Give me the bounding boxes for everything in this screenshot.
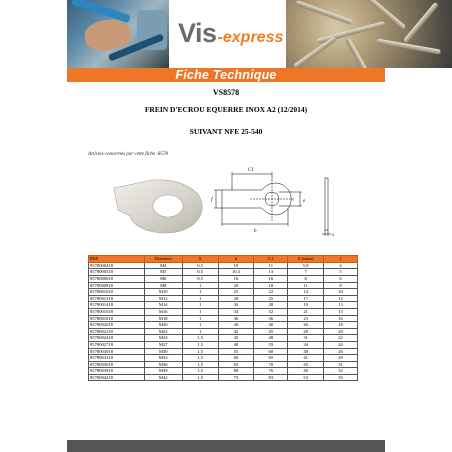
table-cell: 1,5 bbox=[182, 348, 218, 355]
table-row bbox=[89, 262, 358, 269]
table-cell: M16 bbox=[144, 308, 182, 315]
table-cell: 45 bbox=[218, 335, 254, 342]
table-cell: 48 bbox=[254, 335, 288, 342]
table-cell: M6 bbox=[144, 275, 182, 282]
table-cell: 10 bbox=[324, 289, 358, 296]
table-row bbox=[89, 302, 358, 309]
table-cell: 8578001418 bbox=[89, 302, 145, 309]
table-row bbox=[89, 295, 358, 302]
table-row bbox=[89, 341, 358, 348]
table-cell: 18 bbox=[254, 282, 288, 289]
table-cell: 26 bbox=[324, 348, 358, 355]
table-cell: 1,5 bbox=[182, 374, 218, 381]
table-cell: 1 bbox=[182, 308, 218, 315]
table-cell: 14 bbox=[288, 289, 324, 296]
table-cell: 5 bbox=[324, 269, 358, 276]
table-cell: 1 bbox=[182, 322, 218, 329]
table-cell: 0,5 bbox=[182, 269, 218, 276]
table-row bbox=[89, 275, 358, 282]
table-cell: 36 bbox=[218, 315, 254, 322]
table-cell: 8578001618 bbox=[89, 308, 145, 315]
label-s: s bbox=[332, 233, 334, 238]
table-cell: 1,5 bbox=[182, 368, 218, 375]
table-body bbox=[89, 262, 358, 381]
table-cell: 70 bbox=[254, 361, 288, 368]
table-cell: 8578002418 bbox=[89, 335, 145, 342]
table-cell: 16 bbox=[218, 275, 254, 282]
table-cell: 24 bbox=[324, 341, 358, 348]
table-cell: 13 bbox=[254, 269, 288, 276]
brand-logo bbox=[178, 18, 283, 50]
table-row bbox=[89, 269, 358, 276]
table-cell: 20 bbox=[324, 328, 358, 335]
table-cell: 5,8 bbox=[288, 262, 324, 269]
col-f: f bbox=[324, 256, 358, 263]
col-c1: C1 bbox=[254, 256, 288, 263]
table-cell: 55 bbox=[254, 341, 288, 348]
table-cell: 17 bbox=[288, 295, 324, 302]
brand-name: Vis bbox=[178, 18, 217, 48]
table-cell: 8578004218 bbox=[89, 374, 145, 381]
table-cell: 76 bbox=[254, 368, 288, 375]
table-cell: 21 bbox=[288, 308, 324, 315]
table-cell: 8578001818 bbox=[89, 315, 145, 322]
table-cell: 12 bbox=[324, 295, 358, 302]
table-row bbox=[89, 282, 358, 289]
table-row bbox=[89, 315, 358, 322]
table-cell: 40 bbox=[254, 322, 288, 329]
header bbox=[0, 0, 452, 82]
col-s: S bbox=[182, 256, 218, 263]
table-cell: 8578003318 bbox=[89, 355, 145, 362]
table-cell: 45 bbox=[254, 328, 288, 335]
product-reference: VS8578 bbox=[212, 88, 240, 97]
table-cell: 32 bbox=[254, 308, 288, 315]
table-cell: M36 bbox=[144, 361, 182, 368]
header-photo-tools bbox=[67, 0, 169, 68]
col-e-mini: E (mini) bbox=[288, 256, 324, 263]
table-cell: 16 bbox=[324, 315, 358, 322]
table-cell: 13 bbox=[324, 302, 358, 309]
table-cell: 29 bbox=[324, 355, 358, 362]
table-cell: 34 bbox=[218, 308, 254, 315]
table-cell: 22 bbox=[254, 289, 288, 296]
table-row bbox=[89, 374, 358, 381]
table-cell: M12 bbox=[144, 295, 182, 302]
table-row bbox=[89, 361, 358, 368]
table-cell: M24 bbox=[144, 335, 182, 342]
col-b: b bbox=[218, 256, 254, 263]
table-cell: 8578000818 bbox=[89, 282, 145, 289]
table-cell: 31 bbox=[288, 335, 324, 342]
table-cell: 8578000518 bbox=[89, 269, 145, 276]
table-row bbox=[89, 335, 358, 342]
table-cell: 28 bbox=[254, 302, 288, 309]
table-row bbox=[89, 308, 358, 315]
table-cell: 8 bbox=[324, 282, 358, 289]
brand-suffix: -express bbox=[217, 29, 284, 46]
table-cell: 68 bbox=[218, 368, 254, 375]
table-row bbox=[89, 368, 358, 375]
footer-bar bbox=[67, 440, 385, 452]
table-cell: 53 bbox=[288, 374, 324, 381]
table-cell: 30 bbox=[218, 302, 254, 309]
table-cell: 40 bbox=[218, 322, 254, 329]
table-cell: 6 bbox=[324, 275, 358, 282]
table-cell: 55 bbox=[218, 348, 254, 355]
table-cell: 8 bbox=[288, 275, 324, 282]
col-diametre: Diamètre bbox=[144, 256, 182, 263]
table-cell: 15 bbox=[324, 308, 358, 315]
table-cell: 18 bbox=[324, 322, 358, 329]
table-cell: M27 bbox=[144, 341, 182, 348]
table-cell: 19 bbox=[288, 302, 324, 309]
table-cell: 65 bbox=[218, 361, 254, 368]
label-c1: C1 bbox=[248, 168, 254, 173]
table-header-row bbox=[89, 256, 358, 263]
table-cell: 34 bbox=[288, 341, 324, 348]
table-cell: 11 bbox=[288, 282, 324, 289]
table-cell: 45 bbox=[288, 361, 324, 368]
table-cell: 8578003018 bbox=[89, 348, 145, 355]
table-cell: 25 bbox=[254, 295, 288, 302]
washer-photo bbox=[112, 176, 208, 236]
table-cell: M8 bbox=[144, 282, 182, 289]
table-cell: 35 bbox=[324, 374, 358, 381]
table-cell: 10,3 bbox=[218, 269, 254, 276]
table-cell: 10 bbox=[218, 262, 254, 269]
table-row bbox=[89, 355, 358, 362]
table-cell: 8578002218 bbox=[89, 328, 145, 335]
table-cell: 1,5 bbox=[182, 341, 218, 348]
table-cell: 42 bbox=[218, 328, 254, 335]
table-cell: 1,5 bbox=[182, 361, 218, 368]
header-photo-screws bbox=[286, 0, 452, 68]
table-cell: 65 bbox=[254, 355, 288, 362]
table-cell: M30 bbox=[144, 348, 182, 355]
table-cell: 60 bbox=[218, 355, 254, 362]
table-cell: M18 bbox=[144, 315, 182, 322]
table-cell: M33 bbox=[144, 355, 182, 362]
table-cell: 28 bbox=[288, 328, 324, 335]
banner-label: Fiche Technique bbox=[175, 68, 277, 82]
table-cell: 25 bbox=[218, 289, 254, 296]
table-cell: 83 bbox=[254, 374, 288, 381]
table-row bbox=[89, 348, 358, 355]
table-cell: 16 bbox=[254, 275, 288, 282]
table-cell: 48 bbox=[218, 341, 254, 348]
table-row bbox=[89, 322, 358, 329]
table-cell: M22 bbox=[144, 328, 182, 335]
articles-note: Articles concernés par cette fiche :8578 bbox=[88, 152, 168, 157]
table-cell: 8578000418 bbox=[89, 262, 145, 269]
table-cell: 60 bbox=[254, 348, 288, 355]
table-cell: 1,5 bbox=[182, 335, 218, 342]
table-cell: 36 bbox=[254, 315, 288, 322]
table-cell: M10 bbox=[144, 289, 182, 296]
table-cell: 0,5 bbox=[182, 275, 218, 282]
table-cell: M5 bbox=[144, 269, 182, 276]
table-cell: 26 bbox=[288, 322, 324, 329]
table-cell: 31 bbox=[324, 361, 358, 368]
table-cell: 7 bbox=[288, 269, 324, 276]
table-cell: 22 bbox=[324, 335, 358, 342]
table-cell: 8578001018 bbox=[89, 289, 145, 296]
technical-drawing bbox=[210, 160, 345, 240]
table-cell: 8578000618 bbox=[89, 275, 145, 282]
table-cell: 1 bbox=[182, 282, 218, 289]
table-cell: M20 bbox=[144, 322, 182, 329]
table-cell: 38 bbox=[288, 348, 324, 355]
table-cell: 1 bbox=[182, 302, 218, 309]
table-cell: 8578002718 bbox=[89, 341, 145, 348]
table-cell: M42 bbox=[144, 374, 182, 381]
table-cell: 1,5 bbox=[182, 355, 218, 362]
label-e: e bbox=[303, 199, 306, 204]
table-cell: 4 bbox=[324, 262, 358, 269]
label-f: f bbox=[211, 198, 213, 203]
table-cell: M39 bbox=[144, 368, 182, 375]
table-cell: 41 bbox=[288, 355, 324, 362]
product-norm: SUIVANT NFE 25-540 bbox=[189, 127, 263, 136]
table-cell: 8578002018 bbox=[89, 322, 145, 329]
table-cell: 0,5 bbox=[182, 262, 218, 269]
table-cell: 1 bbox=[182, 295, 218, 302]
table-cell: 48 bbox=[288, 368, 324, 375]
table-cell: 28 bbox=[218, 295, 254, 302]
table-cell: 8578001218 bbox=[89, 295, 145, 302]
table-cell: M4 bbox=[144, 262, 182, 269]
table-cell: 20 bbox=[218, 282, 254, 289]
table-cell: 23 bbox=[288, 315, 324, 322]
table-cell: 1 bbox=[182, 289, 218, 296]
table-cell: 32 bbox=[324, 368, 358, 375]
table-cell: 1 bbox=[182, 328, 218, 335]
col-ref: REF bbox=[89, 256, 145, 263]
fiche-technique-banner bbox=[67, 68, 385, 82]
product-title: FREIN D'ECROU EQUERRE INOX A2 (12/2014) bbox=[144, 105, 308, 114]
table-cell: M14 bbox=[144, 302, 182, 309]
table-cell: 73 bbox=[218, 374, 254, 381]
table-cell: 8578003618 bbox=[89, 361, 145, 368]
table-row bbox=[89, 289, 358, 296]
table-cell: 8578003918 bbox=[89, 368, 145, 375]
table-cell: 11 bbox=[254, 262, 288, 269]
dimensions-table bbox=[88, 255, 358, 381]
table-row bbox=[89, 328, 358, 335]
label-b: b bbox=[254, 229, 257, 234]
table-cell: 1 bbox=[182, 315, 218, 322]
